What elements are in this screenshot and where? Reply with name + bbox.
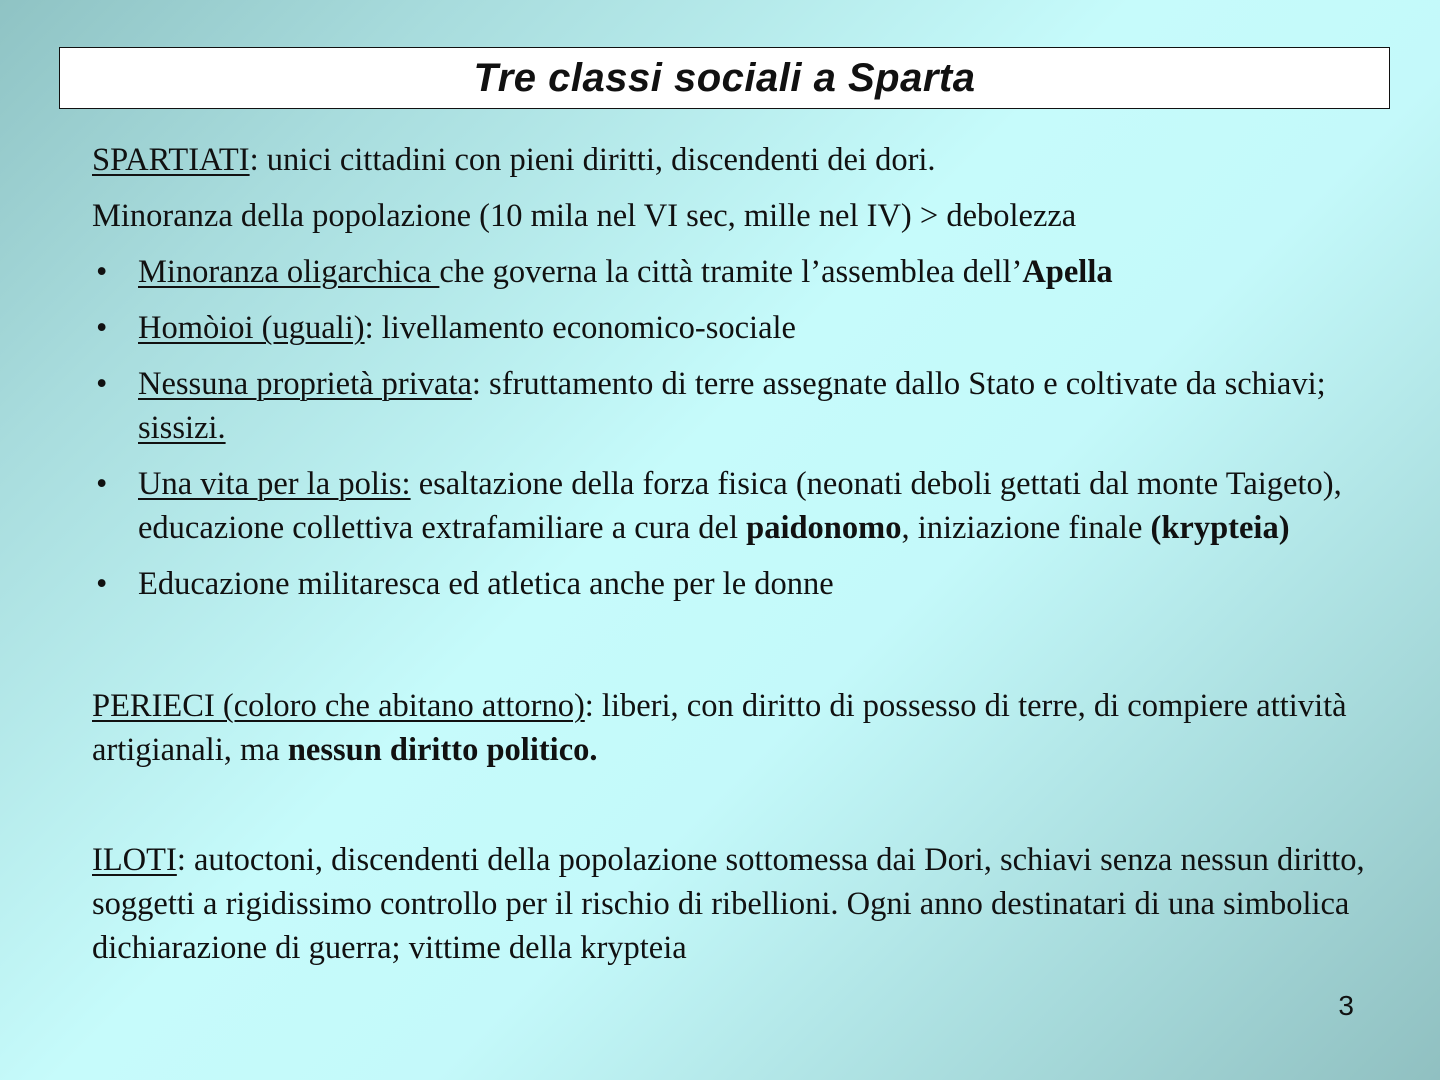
bullet-bold: paidonomo (746, 510, 902, 546)
bullet-icon: • (96, 566, 108, 602)
spartiati-minority-line: Minoranza della popolazione (10 mila nel VI sec, mille nel IV) > debolezza (92, 198, 1077, 234)
perieci-paragraph (92, 684, 1402, 772)
bullet-underlined: Minoranza oligarchica (138, 254, 440, 290)
list-item (92, 306, 1402, 350)
bullet-underlined-2: sissizi. (138, 410, 226, 446)
slide-content (92, 138, 1402, 970)
spacer (92, 772, 1402, 838)
iloti-label: ILOTI (92, 842, 177, 878)
spacer (92, 618, 1402, 684)
perieci-bold: nessun diritto politico. (287, 732, 598, 768)
bullet-icon: • (96, 310, 108, 346)
bullet-underlined: Nessuna proprietà privata (138, 366, 472, 402)
spartiati-label: SPARTIATI (92, 142, 250, 178)
spartiati-text: : unici cittadini con pieni diritti, discendenti dei dori. (249, 142, 936, 178)
bullet-text-2: , iniziazione finale (901, 510, 1151, 546)
perieci-text: : liberi, con diritto di possesso di terre, di compiere attività artigianali, ma (92, 688, 1347, 768)
bullet-underlined: Homòioi (uguali) (138, 310, 365, 346)
bullet-text: : livellamento economico-sociale (364, 310, 796, 346)
slide-title: Tre classi sociali a Sparta (473, 55, 976, 100)
spartiati-paragraph (92, 138, 1402, 182)
list-item (92, 250, 1402, 294)
bullet-text: esaltazione della forza fisica (neonati deboli gettati dal monte Taigeto), educazione collettiva extrafamiliare a cura del (138, 466, 1342, 546)
bullet-icon: • (96, 254, 108, 290)
bullet-bold: Apella (1022, 254, 1113, 290)
list-item (92, 462, 1402, 550)
page-number: 3 (1338, 990, 1354, 1021)
list-item (92, 362, 1402, 450)
bullet-bold-2: (krypteia) (1150, 510, 1290, 546)
bullet-icon: • (96, 366, 108, 402)
bullet-text: : sfruttamento di terre assegnate dallo Stato e coltivate da schiavi; (471, 366, 1326, 402)
perieci-label: PERIECI (coloro che abitano attorno) (92, 688, 585, 724)
spartiati-bullet-list (92, 250, 1402, 606)
iloti-paragraph (92, 838, 1402, 970)
slide-title-box (59, 47, 1390, 109)
bullet-text: Educazione militaresca ed atletica anche per le donne (138, 566, 834, 602)
bullet-icon: • (96, 466, 108, 502)
list-item (92, 562, 1402, 606)
iloti-text: : autoctoni, discendenti della popolazione sottomessa dai Dori, schiavi senza nessun diritto, soggetti a rigidissimo controllo per il rischio di ribellioni. Ogni anno destinatari di una simbolica dichiarazione di guerra; vittime della krypteia (92, 842, 1365, 966)
bullet-underlined: Una vita per la polis: (138, 466, 411, 502)
bullet-text: che governa la città tramite l’assemblea dell’ (439, 254, 1023, 290)
